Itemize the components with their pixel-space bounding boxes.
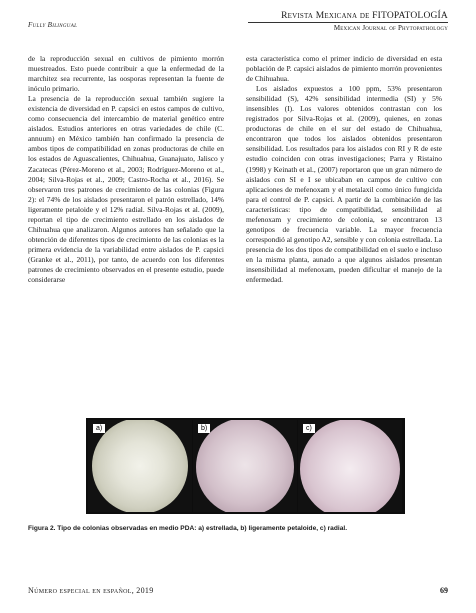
panel-label: a) <box>93 424 105 433</box>
header-rule <box>248 22 448 23</box>
paragraph: La presencia de la reproducción sexual también sugiere la existencia de diversidad en P. capsici en estos campos de cultivo, como consecuencia del intercambio de material genético entre aislados. Estudios anteriores en otras variedades de chile (C. annuum) en México también han confirmado la presencia de ambos tipos de compatibilidad en zonas productoras de chile en los estados de Aguascalientes, Chihuahua, Guanajuato, Jalisco y Zacatecas (Pérez-Moreno et al., 2003; Rodríguez-Moreno et al., 2004; Silva-Rojas et al., 2009; Castro-Rocha et al., 2016). Se observaron tres patrones de crecimiento de las colonias (Figura 2): el 74% de los aislados presentaron el patrón estrellado, 14% ligeramente petaloide y el 12% radial. Silva-Rojas et al. (2009), reportan el tipo de crecimiento estrellado en los aislados de Chihuahua que analizaron. Algunos autores han señalado que la obtención de diferentes tipos de crecimiento de las colonias es la primera evidencia de la variabilidad entre aislados de P. capsici (Granke et al., 2011), por tanto, de acuerdo con los diferentes patrones de crecimiento observados en el presente estudio, puede considerarse <box>28 94 224 285</box>
petri-dish-image <box>300 420 400 512</box>
journal-title: Revista Mexicana de FITOPATOLOGÍA <box>281 11 448 21</box>
page-header <box>28 7 448 41</box>
page-number: 69 <box>440 586 448 595</box>
figure-panel-c <box>298 420 402 512</box>
figure-panel-a <box>88 420 192 512</box>
petri-dish-image <box>92 420 188 512</box>
text-column-left <box>28 54 224 285</box>
panel-label: b) <box>198 424 210 433</box>
text-column-right <box>246 54 442 285</box>
page-footer <box>28 586 448 600</box>
paragraph: Los aislados expuestos a 100 ppm, 53% presentaron sensibilidad (S), 42% sensibilidad intermedia (SI) y 5% insensibles (I). Los valores obtenidos contrastan con los registrados por Silva-Rojas et al. (2009), quienes, en zonas productoras de chile en el sur del estado de Chihuahua, encontraron que todos los aislados obtenidos presentaron sensibilidad. Los resultados para los aislados con RI y R de este estudio coinciden con otras investigaciones; Parra y Ristaino (1998) y Keinath et al., (2007) reportaron que un gran número de aislados con SI e I se ubicaban en campos de cultivo con aplicaciones de mefenoxam y el metalaxil como único fungicida para el control de P. capsici. A partir de la combinación de las características: tipo de compatibilidad, sensibilidad al mefenoxam y crecimiento de colonia, se encontraron 13 genotipos de frecuencia variable. La mayor frecuencia correspondió al genotipo A2, sensible y con colonia estrellada. La presencia de los dos tipos de compatibilidad en el suelo e incluso en la misma planta, aunado a que algunos aislados presentan insensibilidad al mefenoxam, pueden dificultar el manejo de la enfermedad. <box>246 84 443 285</box>
petri-dish-image <box>196 420 294 512</box>
journal-masthead <box>248 11 448 32</box>
panel-label: c) <box>303 424 315 433</box>
figure-panel-b <box>193 420 297 512</box>
running-head-author: Fully Bilingual <box>28 21 78 29</box>
paragraph: esta característica como el primer indicio de diversidad en esta población de P. capsici aislados de pimiento morrón provenientes de Chihuahua. <box>246 54 442 84</box>
journal-subtitle: Mexican Journal of Phytopathology <box>333 24 448 32</box>
paragraph: de la reproducción sexual en cultivos de pimiento morrón muestreados. Esto puede contribuir a que la enfermedad de la marchitez sea recurrente, las oosporas representan la fuente de inóculo primario. <box>28 54 224 94</box>
issue-label: Número especial en español, 2019 <box>28 586 154 595</box>
figure-2 <box>86 418 405 514</box>
figure-caption: Figura 2. Tipo de colonias observadas en medio PDA: a) estrellada, b) ligeramente petaloide, c) radial. <box>28 525 348 532</box>
